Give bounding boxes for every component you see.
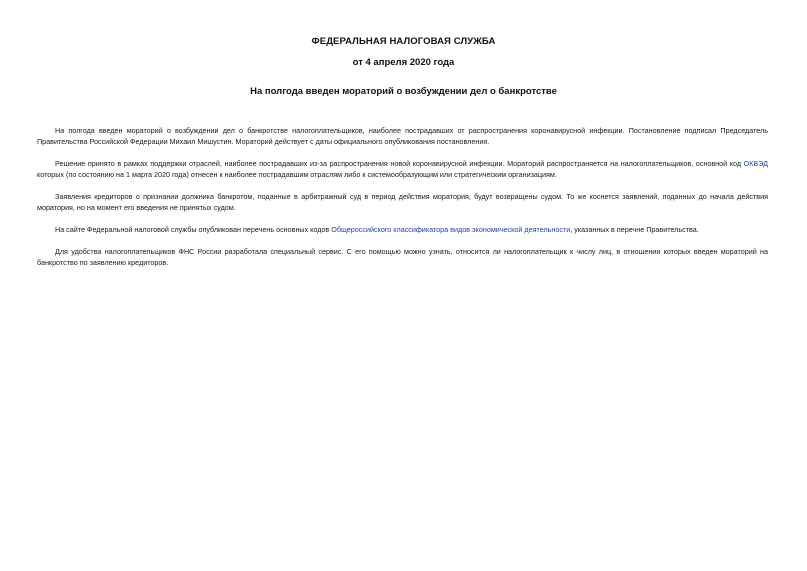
classifier-link[interactable]: Общероссийского классификатора видов экономической деятельности [331, 225, 571, 234]
okved-link[interactable]: ОКВЭД [743, 159, 768, 168]
paragraph-text: , указанных в перечне Правительства. [570, 225, 699, 234]
paragraph-text: Решение принято в рамках поддержки отраслей, наиболее пострадавших из-за распространения новой коронавирусной инфекции. Мораторий распространяется на налогоплательщиков, основной код [55, 159, 744, 168]
paragraph-creditors: Заявления кредиторов о признании должника банкротом, поданные в арбитражный суд в период действия моратория, будут возвращены судом. То же коснется заявлений, поданных до начала действия моратория, но на момент его введения не принятых судом. [37, 192, 768, 212]
document-headline: На полгода введен мораторий о возбуждении дел о банкротстве [250, 86, 557, 97]
paragraph-support [37, 158, 768, 180]
paragraph-text: которых (по состоянию на 1 марта 2020 года) отнесен к наиболее пострадавшим отраслям либо к системообразующим или стратегическим организациям. [37, 170, 557, 179]
paragraph-text: На сайте Федеральной налоговой службы опубликован перечень основных кодов [55, 225, 332, 234]
document-body [37, 125, 768, 279]
document-date: от 4 апреля 2020 года [352, 57, 455, 68]
agency-name: ФЕДЕРАЛЬНАЯ НАЛОГОВАЯ СЛУЖБА [311, 36, 496, 47]
paragraph-moratorium: На полгода введен мораторий о возбуждении дел о банкротстве налогоплательщиков, наиболее пострадавших от распространения коронавирусной инфекции. Постановление подписал Председатель Правительства Российской Федерации Михаил Мишустин. Мораторий действует с даты официального опубликования постановления. [37, 126, 768, 146]
paragraph-codes-list [37, 224, 768, 235]
paragraph-service: Для удобства налогоплательщиков ФНС России разработала специальный сервис. С его помощью можно узнать, относится ли налогоплательщик к числу лиц, в отношении которых введен мораторий на банкротство по заявлению кредиторов. [37, 247, 768, 267]
